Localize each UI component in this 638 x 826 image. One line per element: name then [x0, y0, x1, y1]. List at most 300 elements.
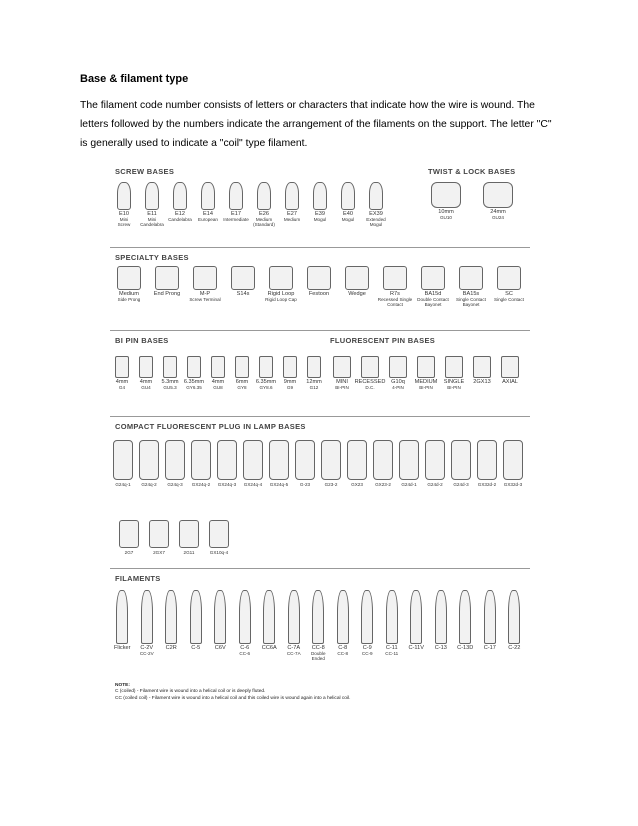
- filament-code: C-13: [434, 645, 447, 651]
- bipin-base-icon: [211, 356, 225, 378]
- specialty-base-code: S14s: [236, 291, 250, 297]
- filament-code: C-2V: [140, 645, 154, 651]
- filament-label: [215, 646, 226, 651]
- filament-icon: [484, 590, 496, 644]
- compact-base-icon: [217, 440, 237, 480]
- screw-base-icon: [229, 182, 243, 210]
- fluor-base-icon: [445, 356, 463, 378]
- specialty-base-label: [494, 292, 524, 302]
- bipin-base-item: [134, 356, 158, 390]
- filament-label: [484, 646, 496, 651]
- filament-code: C-5: [191, 645, 201, 651]
- filaments-row: [110, 590, 527, 662]
- filament-item: [502, 590, 527, 662]
- specialty-base-desc: Rigid Loop Cap: [265, 297, 297, 303]
- specialty-base-label: [154, 292, 180, 297]
- filament-icon: [214, 590, 226, 644]
- filament-item: [404, 590, 429, 662]
- bipin-base-desc: GU4: [141, 385, 151, 391]
- bipin-base-label: [184, 380, 204, 390]
- filament-icon: [410, 590, 422, 644]
- filament-item: [306, 590, 331, 662]
- screw-base-icon: [285, 182, 299, 210]
- filament-label: [114, 646, 130, 651]
- compact-base-item: [110, 440, 136, 487]
- fluor-pin-title: FLUORESCENT PIN BASES: [330, 336, 436, 345]
- filament-label: [508, 646, 520, 651]
- specialty-base-code: R7s: [390, 291, 400, 297]
- bipin-base-code: 4mm: [211, 379, 225, 385]
- screw-base-desc: Mogul: [313, 217, 327, 223]
- specialty-base-label: [456, 292, 486, 308]
- compact-base-icon: [243, 440, 263, 480]
- fluor-base-desc: 4-PIN: [392, 385, 404, 391]
- specialty-base-desc: Single Contact Bayonet: [456, 297, 486, 308]
- filament-code: CC-8: [311, 645, 325, 651]
- compact-base-label: G24d-2: [427, 482, 443, 487]
- filament-item: [135, 590, 160, 662]
- specialty-base-icon: [383, 266, 407, 290]
- compact-base-icon: [451, 440, 471, 480]
- screw-base-icon: [313, 182, 327, 210]
- filament-item: [233, 590, 258, 662]
- screw-base-item: [222, 182, 250, 228]
- compact-base-item: [422, 440, 448, 487]
- specialty-base-code: Wedge: [348, 291, 366, 297]
- filament-item: [355, 590, 380, 662]
- compact-base-label: GX23-2: [375, 482, 391, 487]
- twist-base-label: [490, 210, 506, 220]
- specialty-base-label: [309, 292, 329, 297]
- compact-base-icon: [425, 440, 445, 480]
- filament-icon: [116, 590, 128, 644]
- compact-base-item: [448, 440, 474, 487]
- bipin-base-code: 6.35mm: [183, 379, 205, 385]
- bipin-base-code: 6mm: [235, 379, 249, 385]
- compact-base-icon: [119, 520, 139, 548]
- filament-icon: [165, 590, 177, 644]
- specialty-base-icon: [231, 266, 255, 290]
- filament-item: [257, 590, 282, 662]
- base-chart: [110, 160, 530, 720]
- screw-base-item: [278, 182, 306, 228]
- screw-bases-title: SCREW BASES: [115, 167, 175, 176]
- bipin-base-label: [212, 380, 224, 390]
- twist-base-code: 24mm: [490, 209, 506, 215]
- bipin-base-label: [140, 380, 152, 390]
- compact-base-item: [318, 440, 344, 487]
- specialty-base-label: [378, 292, 412, 308]
- compact-base-label: GX24q-4: [243, 482, 263, 487]
- fluor-base-label: [473, 380, 490, 385]
- specialty-base-code: M-P: [199, 291, 211, 297]
- filament-desc: CC-11: [385, 651, 399, 657]
- fluor-base-icon: [361, 356, 379, 378]
- filament-item: [478, 590, 503, 662]
- bipin-base-label: [256, 380, 276, 390]
- filament-item: [184, 590, 209, 662]
- compact-base-item: [292, 440, 318, 487]
- screw-base-code: E39: [315, 211, 325, 217]
- specialty-base-label: [118, 292, 141, 302]
- filament-icon: [190, 590, 202, 644]
- screw-base-label: [198, 212, 218, 222]
- screw-base-item: [138, 182, 166, 228]
- filament-label: [166, 646, 177, 651]
- compact-base-label: G24d-3: [453, 482, 469, 487]
- bipin-base-label: [236, 380, 248, 390]
- filament-icon: [386, 590, 398, 644]
- bipin-base-icon: [259, 356, 273, 378]
- filament-label: [306, 646, 331, 662]
- compact-base-icon: [113, 440, 133, 480]
- fluor-base-code: MINI: [336, 379, 348, 385]
- filament-icon: [435, 590, 447, 644]
- specialty-base-code: BA15s: [462, 291, 480, 297]
- screw-base-icon: [257, 182, 271, 210]
- bipin-base-label: [161, 380, 178, 390]
- screw-base-code: E12: [175, 211, 185, 217]
- screw-base-label: [342, 212, 355, 222]
- specialty-base-item: [414, 266, 452, 308]
- filament-code: C-7A: [287, 645, 301, 651]
- compact-base-label: G24q-3: [167, 482, 183, 487]
- filament-desc: CC-9: [361, 651, 373, 657]
- specialty-base-icon: [307, 266, 331, 290]
- filament-icon: [239, 590, 251, 644]
- screw-base-label: [223, 212, 249, 222]
- filament-label: [337, 646, 348, 656]
- filament-label: [385, 646, 398, 656]
- bipin-base-desc: G12: [309, 385, 319, 391]
- compact-base-item: [474, 440, 500, 487]
- compact-base-item: [240, 440, 266, 487]
- filament-icon: [337, 590, 349, 644]
- specialty-base-code: Medium: [119, 291, 139, 297]
- twist-bases-row: [420, 182, 524, 220]
- compact-base-label: GX10q-4: [209, 550, 229, 555]
- filament-item: [159, 590, 184, 662]
- compact-bases-row-2: [114, 520, 234, 555]
- fluor-base-item: [328, 356, 356, 390]
- screw-base-item: [250, 182, 278, 228]
- screw-base-label: [284, 212, 300, 222]
- screw-base-code: E10: [119, 211, 129, 217]
- bipin-base-icon: [187, 356, 201, 378]
- specialty-base-icon: [345, 266, 369, 290]
- filament-icon: [288, 590, 300, 644]
- filament-code: C-8: [338, 645, 348, 651]
- fluor-base-code: G10q: [391, 379, 405, 385]
- compact-base-label: G24d-1: [401, 482, 417, 487]
- filament-item: [429, 590, 454, 662]
- fluor-base-label: [355, 380, 386, 390]
- fluor-base-item: [412, 356, 440, 390]
- bipin-base-label: [306, 380, 322, 390]
- specialty-base-code: BA15d: [424, 291, 442, 297]
- screw-base-label: [140, 212, 164, 228]
- fluor-base-code: MEDIUM: [414, 379, 438, 385]
- fluor-base-label: [502, 380, 518, 385]
- bipin-base-item: [254, 356, 278, 390]
- specialty-base-item: [148, 266, 186, 308]
- screw-base-label: [314, 212, 327, 222]
- fluor-base-label: [391, 380, 405, 390]
- screw-base-icon: [117, 182, 131, 210]
- bipin-base-item: [110, 356, 134, 390]
- specialty-bases-row: [110, 266, 528, 308]
- screw-base-desc: Mini Screw: [117, 217, 131, 228]
- screw-bases-row: [110, 182, 390, 228]
- filament-code: C-11V: [408, 645, 424, 651]
- bipin-bases-row: [110, 356, 326, 390]
- screw-base-label: [362, 212, 390, 228]
- screw-base-item: [166, 182, 194, 228]
- screw-base-code: E17: [231, 211, 241, 217]
- compact-fluor-title: COMPACT FLUORESCENT PLUG IN LAMP BASES: [115, 422, 306, 431]
- note-line-2: CC (coiled coil) - Filament wire is wound into a helical coil and this coiled wire is wound again into a helical coil.: [115, 695, 351, 701]
- bipin-bases-title: BI PIN BASES: [115, 336, 169, 345]
- screw-base-icon: [145, 182, 159, 210]
- fluor-base-code: SINGLE: [443, 379, 465, 385]
- compact-base-item: [266, 440, 292, 487]
- fluor-base-icon: [501, 356, 519, 378]
- specialty-base-item: [376, 266, 414, 308]
- screw-base-code: E40: [343, 211, 353, 217]
- compact-base-item: [188, 440, 214, 487]
- filament-desc: CC-2V: [139, 651, 154, 657]
- compact-base-icon: [209, 520, 229, 548]
- filament-icon: [263, 590, 275, 644]
- compact-base-item: [500, 440, 526, 487]
- bipin-base-item: [158, 356, 182, 390]
- compact-base-label: GX32d-3: [503, 482, 523, 487]
- fluor-base-code: AXIAL: [502, 379, 518, 385]
- fluor-base-code: 2GX13: [473, 379, 491, 385]
- fluor-bases-row: [328, 356, 524, 390]
- specialty-base-code: Festoon: [308, 291, 330, 297]
- screw-base-desc: Medium (Standard): [253, 217, 275, 228]
- divider: [110, 568, 530, 569]
- note-title: NOTE:: [115, 683, 130, 688]
- filament-label: [140, 646, 154, 656]
- compact-base-icon: [347, 440, 367, 480]
- screw-base-icon: [341, 182, 355, 210]
- filament-label: [409, 646, 424, 651]
- screw-base-desc: Candelabra: [168, 217, 192, 223]
- bipin-base-desc: GY6.35: [186, 385, 202, 391]
- specialty-base-code: End Prong: [153, 291, 181, 297]
- filaments-title: FILAMENTS: [115, 574, 161, 583]
- twist-base-item: [472, 182, 524, 220]
- compact-base-label: GX24q-2: [191, 482, 211, 487]
- bipin-base-item: [278, 356, 302, 390]
- fluor-base-desc: BI-PIN: [335, 385, 349, 391]
- filament-label: [287, 646, 301, 656]
- filament-label: [239, 646, 250, 656]
- bipin-base-icon: [283, 356, 297, 378]
- bipin-base-item: [230, 356, 254, 390]
- compact-base-icon: [191, 440, 211, 480]
- twist-base-desc: GU24: [491, 215, 504, 221]
- filament-desc: CC-6: [239, 651, 251, 657]
- filament-item: [110, 590, 135, 662]
- specialty-base-label: [265, 292, 297, 302]
- bipin-base-item: [302, 356, 326, 390]
- bipin-base-desc: G4: [118, 385, 126, 391]
- bipin-base-label: [116, 380, 128, 390]
- bipin-base-desc: G9: [286, 385, 294, 391]
- fluor-base-icon: [473, 356, 491, 378]
- screw-base-code: E11: [147, 211, 157, 217]
- specialty-base-desc: Double Contact Bayonet: [417, 297, 449, 308]
- filament-label: [362, 646, 373, 656]
- bipin-base-desc: GY8: [237, 385, 247, 391]
- bipin-base-desc: GU5.3: [163, 385, 177, 391]
- filament-item: [331, 590, 356, 662]
- description-paragraph: The filament code number consists of letters or characters that indicate how the wire is wound. The letters followed by the numbers indicate the arrangement of the filaments on the support. The letter "C" is generally used to indicate a "coil" type filament.: [80, 100, 552, 149]
- bipin-base-icon: [163, 356, 177, 378]
- fluor-base-icon: [417, 356, 435, 378]
- screw-base-code: EX39: [369, 211, 383, 217]
- screw-base-label: [118, 212, 131, 228]
- note-line-1: C (coiled) - Filament wire is wound into a helical coil or is deeply fluted.: [115, 689, 266, 695]
- compact-base-item: [344, 440, 370, 487]
- screw-base-item: [362, 182, 390, 228]
- compact-base-label: 2G7: [124, 550, 134, 555]
- fluor-base-desc: D.C.: [365, 385, 375, 391]
- compact-base-item: [114, 520, 144, 555]
- twist-base-code: 10mm: [438, 209, 454, 215]
- filament-code: C6V: [214, 645, 226, 651]
- compact-base-item: [396, 440, 422, 487]
- fluor-base-desc: BI-PIN: [447, 385, 461, 391]
- fluor-base-desc: BI-PIN: [419, 385, 433, 391]
- compact-base-label: G24q-2: [141, 482, 157, 487]
- fluor-base-item: [356, 356, 384, 390]
- compact-base-icon: [399, 440, 419, 480]
- specialty-base-icon: [421, 266, 445, 290]
- specialty-base-item: [300, 266, 338, 308]
- compact-base-label: GX32d-2: [477, 482, 497, 487]
- filament-icon: [141, 590, 153, 644]
- specialty-base-item: [224, 266, 262, 308]
- compact-base-item: [204, 520, 234, 555]
- compact-base-label: G-23: [299, 482, 311, 487]
- screw-base-desc: Medium: [283, 217, 301, 223]
- specialty-base-label: [189, 292, 220, 302]
- specialty-base-label: [237, 292, 250, 297]
- divider: [110, 247, 530, 248]
- compact-base-item: [162, 440, 188, 487]
- specialty-base-icon: [269, 266, 293, 290]
- divider: [110, 416, 530, 417]
- fluor-base-item: [384, 356, 412, 390]
- screw-base-desc: European: [198, 217, 218, 223]
- screw-base-item: [306, 182, 334, 228]
- bipin-base-code: 12mm: [306, 379, 322, 385]
- fluor-base-label: [335, 380, 349, 390]
- bipin-base-desc: GU8: [213, 385, 223, 391]
- screw-base-desc: Extended Mogul: [366, 217, 386, 228]
- bipin-base-code: 4mm: [115, 379, 129, 385]
- compact-base-label: G23-2: [324, 482, 338, 487]
- compact-base-icon: [179, 520, 199, 548]
- screw-base-icon: [201, 182, 215, 210]
- section-heading: Base & filament type: [80, 73, 189, 85]
- bipin-base-icon: [235, 356, 249, 378]
- compact-base-label: GX23: [351, 482, 363, 487]
- specialty-base-icon: [155, 266, 179, 290]
- filament-code: C2R: [165, 645, 177, 651]
- specialty-base-desc: Screw Terminal: [189, 297, 221, 303]
- compact-base-item: [370, 440, 396, 487]
- compact-base-label: GX24q-5: [269, 482, 289, 487]
- fluor-base-item: [440, 356, 468, 390]
- filament-item: [282, 590, 307, 662]
- compact-base-item: [214, 440, 240, 487]
- filament-code: C-22: [508, 645, 521, 651]
- compact-base-item: [144, 520, 174, 555]
- screw-base-item: [110, 182, 138, 228]
- filament-desc: CC-7A: [286, 651, 301, 657]
- compact-base-label: 2G11: [183, 550, 195, 555]
- specialty-base-item: [110, 266, 148, 308]
- specialty-base-label: [348, 292, 366, 297]
- bipin-base-icon: [139, 356, 153, 378]
- bipin-base-desc: GY8.6: [259, 385, 273, 391]
- compact-base-icon: [503, 440, 523, 480]
- compact-base-icon: [373, 440, 393, 480]
- specialty-base-code: SC: [505, 291, 513, 297]
- fluor-base-label: [444, 380, 465, 390]
- specialty-base-item: [262, 266, 300, 308]
- filament-code: C-13D: [457, 645, 474, 651]
- filament-item: [453, 590, 478, 662]
- bipin-base-icon: [115, 356, 129, 378]
- compact-base-label: 2GX7: [153, 550, 165, 555]
- filament-code: C-17: [483, 645, 496, 651]
- filament-label: [457, 646, 473, 651]
- twist-base-label: [438, 210, 454, 220]
- filament-icon: [312, 590, 324, 644]
- twist-base-icon: [483, 182, 513, 208]
- specialty-base-desc: Side Prong: [117, 297, 141, 303]
- specialty-base-desc: Recessed Single Contact: [377, 297, 413, 308]
- screw-base-label: [253, 212, 275, 228]
- bipin-base-code: 5.3mm: [161, 379, 179, 385]
- specialty-base-icon: [497, 266, 521, 290]
- screw-base-desc: Mini Candelabra: [140, 217, 164, 228]
- specialty-base-icon: [117, 266, 141, 290]
- specialty-base-icon: [193, 266, 217, 290]
- compact-base-icon: [477, 440, 497, 480]
- twist-lock-title: TWIST & LOCK BASES: [428, 167, 516, 176]
- filament-label: [435, 646, 447, 651]
- bipin-base-code: 9mm: [283, 379, 297, 385]
- compact-base-item: [136, 440, 162, 487]
- screw-base-icon: [369, 182, 383, 210]
- filament-code: C-11: [385, 645, 398, 651]
- filament-code: Flicker: [114, 645, 131, 651]
- specialty-bases-title: SPECIALTY BASES: [115, 253, 189, 262]
- filament-item: [208, 590, 233, 662]
- bipin-base-icon: [307, 356, 321, 378]
- compact-base-icon: [149, 520, 169, 548]
- filament-icon: [361, 590, 373, 644]
- fluor-base-code: RECESSED: [354, 379, 386, 385]
- fluor-base-item: [468, 356, 496, 390]
